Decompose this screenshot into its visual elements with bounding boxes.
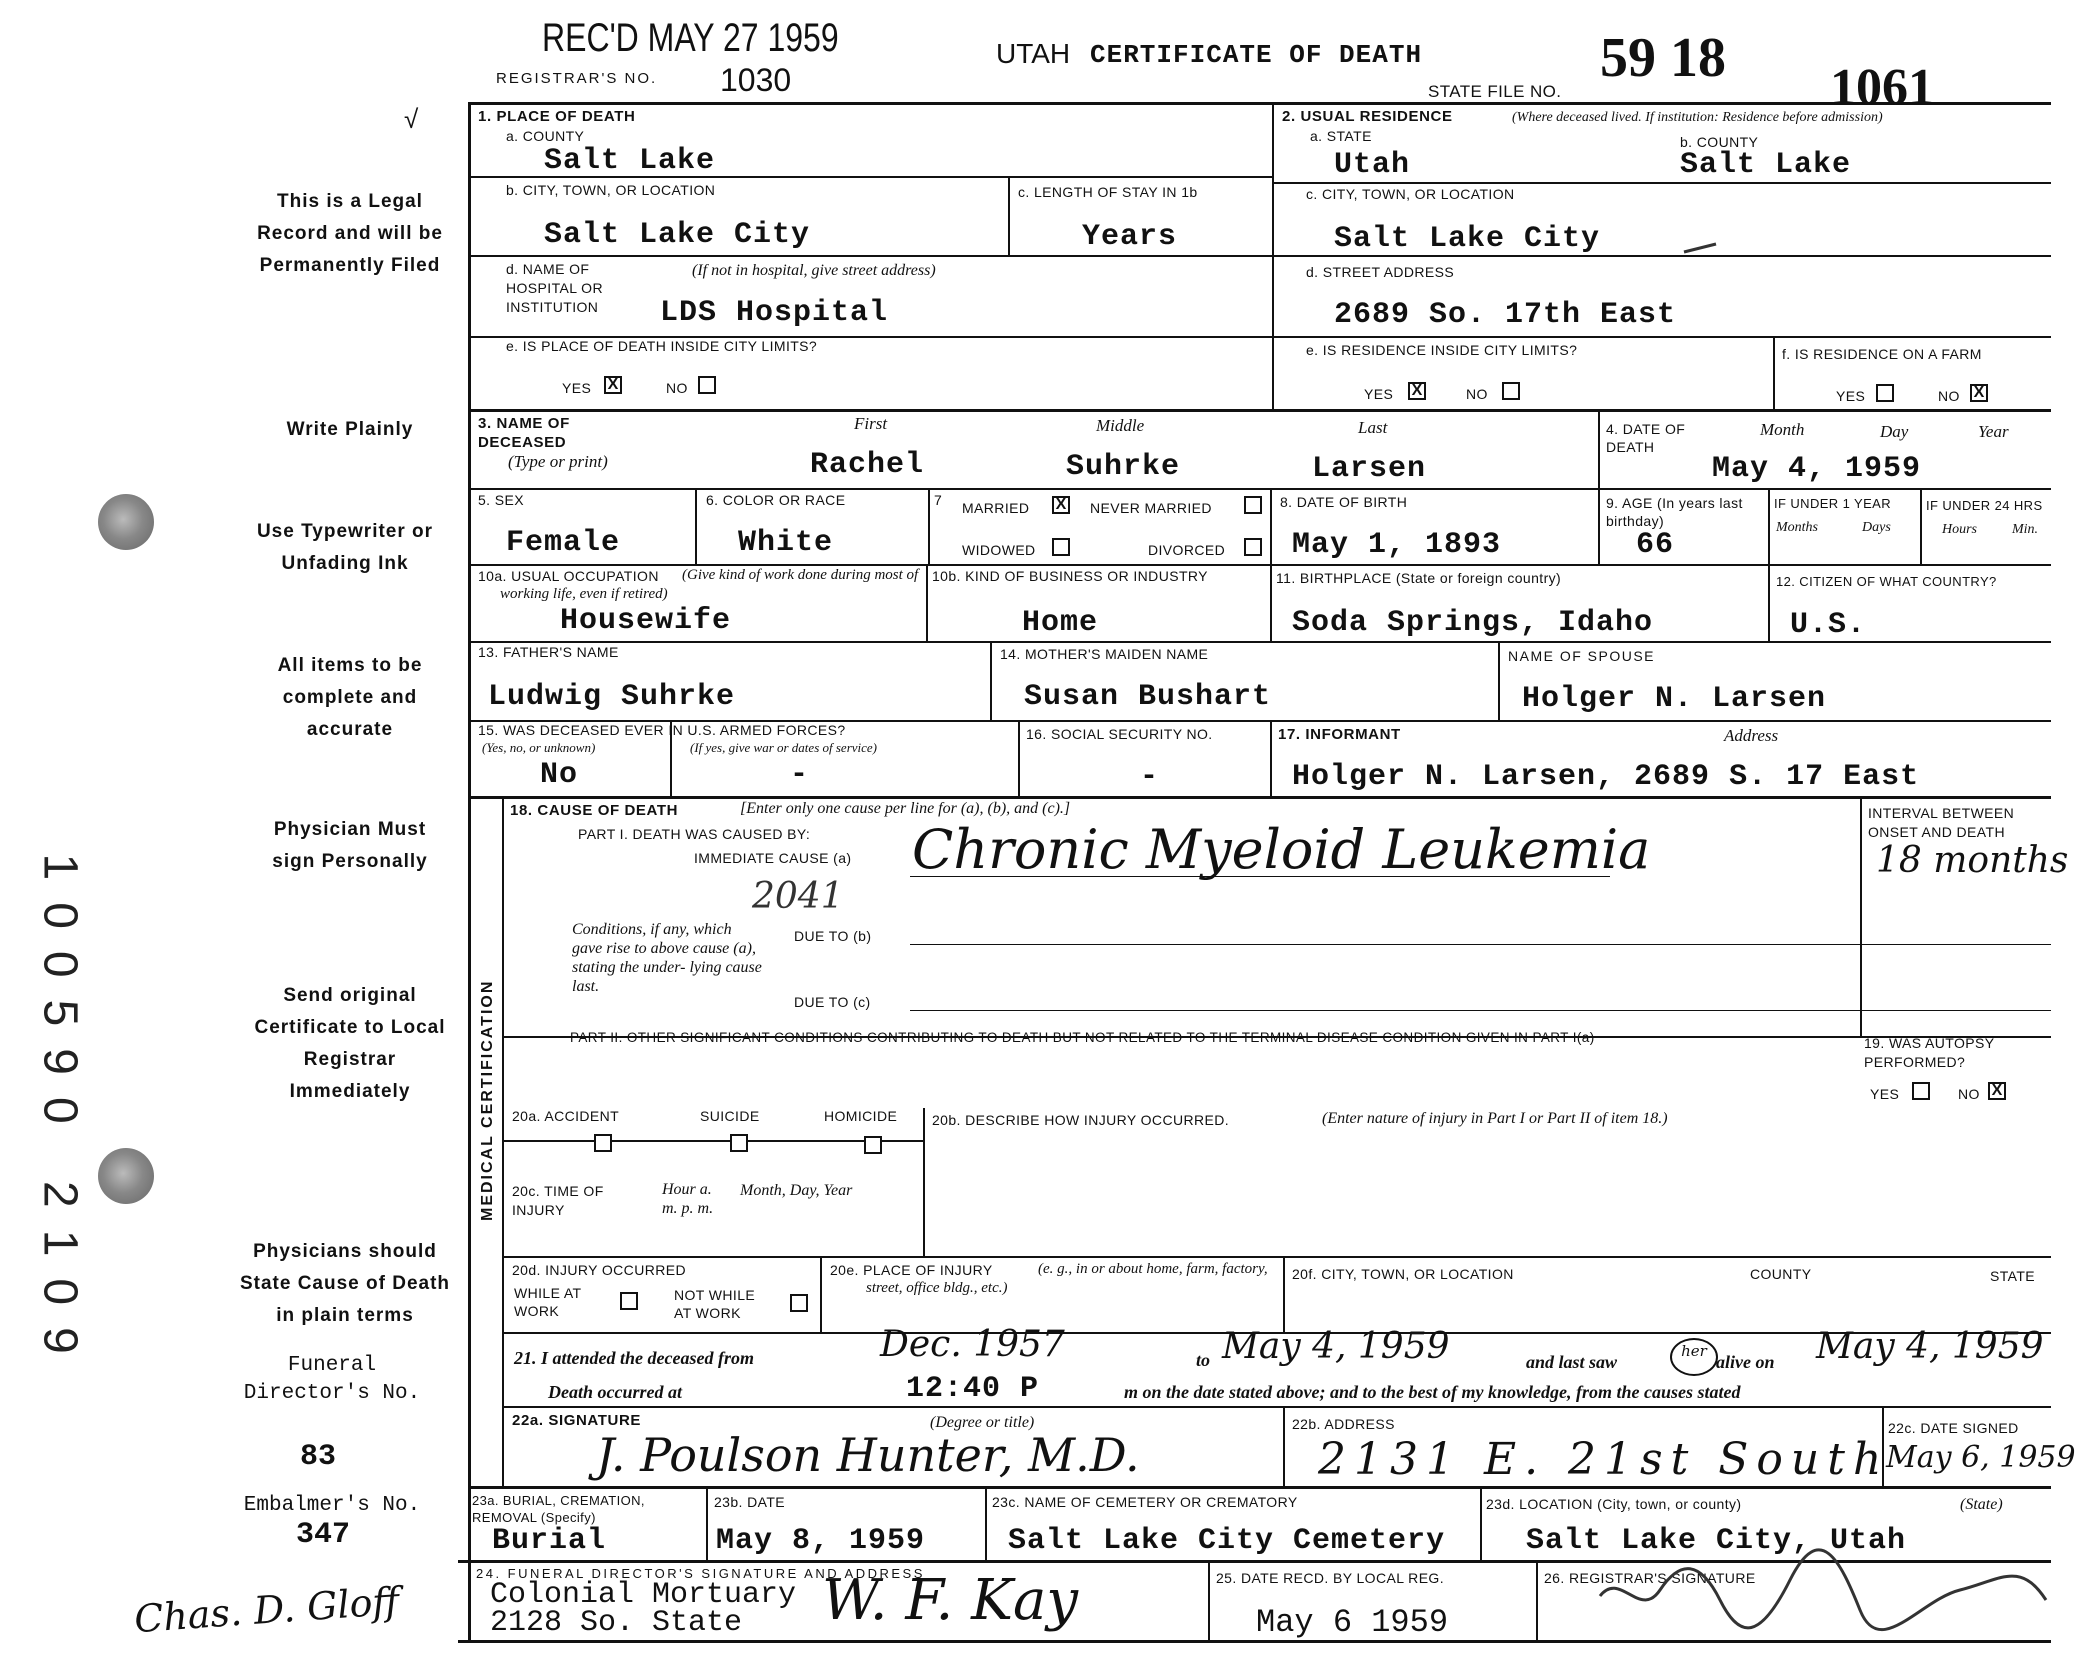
citizen-label: 12. CITIZEN OF WHAT COUNTRY?: [1776, 574, 1997, 589]
registrar-label: REGISTRAR'S NO.: [496, 70, 658, 87]
first-name: Rachel: [810, 448, 925, 482]
registrar-no: 1030: [720, 62, 792, 98]
under-1-year-label: IF UNDER 1 YEAR: [1774, 496, 1892, 511]
embalmer-label: Embalmer's No.: [243, 1494, 421, 1517]
funeral-home-address: 2128 So. State: [490, 1606, 743, 1640]
name-label: 3. NAME OF DECEASED: [478, 415, 570, 451]
disease-code: 2041: [752, 876, 844, 917]
farm-label: f. IS RESIDENCE ON A FARM: [1782, 346, 1982, 362]
residence-state: Utah: [1334, 148, 1411, 182]
first-label: First: [854, 414, 888, 433]
autopsy-no-checkbox[interactable]: X: [1988, 1082, 2006, 1100]
funeral-director-label: Funeral Director's No.: [243, 1354, 421, 1405]
residence-city-label: c. CITY, TOWN, OR LOCATION: [1306, 186, 1515, 202]
embalmer-signature: Chas. D. Gloff: [132, 1578, 401, 1642]
physician-address: 2131 E. 21st South: [1318, 1434, 1890, 1485]
residence-county-label: b. COUNTY: [1680, 134, 1759, 150]
received-stamp: REC'D MAY 27 1959: [542, 16, 839, 60]
stay-value: Years: [1082, 220, 1178, 254]
hospital-label: d. NAME OF HOSPITAL OR INSTITUTION: [506, 261, 603, 315]
armed-hint-2: (If yes, give war or dates of service): [690, 740, 878, 755]
side-note-cause: Physicians should State Cause of Death in plain terms: [239, 1241, 451, 1326]
citizen-value: U.S.: [1790, 608, 1867, 642]
last-label: Last: [1358, 418, 1388, 437]
hospital-name: LDS Hospital: [660, 296, 889, 330]
registrar-signature-label: 26. REGISTRAR'S SIGNATURE: [1544, 1570, 1756, 1586]
hours-label: Hours: [1942, 522, 1978, 537]
autopsy-no-label: NO: [1958, 1086, 1980, 1102]
autopsy-yes-label: YES: [1870, 1086, 1900, 1102]
residence-no-checkbox[interactable]: [1502, 382, 1520, 400]
under-24-label: IF UNDER 24 HRS: [1926, 498, 2043, 513]
armed-hint-1: (Yes, no, or unknown): [482, 740, 596, 755]
residence-yes-checkbox[interactable]: X: [1408, 382, 1426, 400]
informant-value: Holger N. Larsen, 2689 S. 17 East: [1292, 760, 1920, 794]
hospital-hint: (If not in hospital, give street address): [692, 262, 936, 279]
date-recd: May 6 1959: [1256, 1604, 1449, 1641]
side-note-typewriter: Use Typewriter or Unfading Ink: [256, 521, 434, 574]
name-hint: (Type or print): [508, 452, 608, 471]
title-prefix: UTAH: [996, 38, 1071, 69]
inside-no-label: NO: [666, 380, 688, 396]
interval-label: INTERVAL BETWEEN ONSET AND DEATH: [1868, 805, 2015, 840]
not-while-at-work-checkbox[interactable]: [790, 1294, 808, 1312]
mother-name: Susan Bushart: [1024, 680, 1272, 714]
never-married-label: NEVER MARRIED: [1090, 500, 1212, 516]
birthplace-label: 11. BIRTHPLACE (State or foreign country): [1276, 570, 1562, 586]
death-county: Salt Lake: [544, 144, 716, 178]
spouse-name: Holger N. Larsen: [1522, 682, 1827, 716]
while-at-work-checkbox[interactable]: [620, 1292, 638, 1310]
punch-hole-bottom: [98, 1148, 154, 1204]
last-saw-label: and last saw: [1526, 1352, 1618, 1372]
funeral-director-signature: W. F. Kay: [822, 1568, 1078, 1633]
father-label: 13. FATHER'S NAME: [478, 644, 619, 660]
death-occurred-rest: m on the date stated above; and to the best of my knowledge, from the causes stated: [1124, 1382, 1741, 1402]
inside-yes-label: YES: [562, 380, 592, 396]
interval-value: 18 months: [1876, 840, 2069, 881]
injury-county-label: COUNTY: [1750, 1266, 1812, 1282]
due-to-b-label: DUE TO (b): [794, 928, 872, 944]
attended-text: 21. I attended the deceased from: [514, 1348, 754, 1368]
burial-date-label: 23b. DATE: [714, 1494, 786, 1510]
death-city: Salt Lake City: [544, 218, 811, 252]
check-mark: √: [404, 104, 419, 134]
death-city-label: b. CITY, TOWN, OR LOCATION: [506, 182, 716, 198]
place-of-injury-label: 20e. PLACE OF INJURY: [830, 1262, 993, 1278]
inside-yes-checkbox[interactable]: X: [604, 376, 622, 394]
alive-on-label: alive on: [1716, 1352, 1775, 1372]
farm-no-label: NO: [1938, 388, 1960, 404]
street-address: 2689 So. 17th East: [1334, 298, 1677, 332]
attended-to: May 4, 1959: [1222, 1326, 1450, 1367]
race-value: White: [738, 526, 834, 560]
divorced-label: DIVORCED: [1148, 542, 1226, 558]
physician-signature: J. Poulson Hunter, M.D.: [596, 1428, 1140, 1482]
conditions-text: Conditions, if any, which gave rise to above cause (a), stating the under- lying cause last.: [572, 921, 762, 995]
cause-of-death-label: 18. CAUSE OF DEATH: [510, 802, 679, 819]
residence-city: Salt Lake City: [1334, 222, 1601, 256]
death-occurred-label: Death occurred at: [548, 1382, 682, 1402]
days-label: Days: [1862, 520, 1891, 535]
occupation-label: 10a. USUAL OCCUPATION: [478, 568, 659, 584]
accident-label: 20a. ACCIDENT: [512, 1108, 620, 1124]
divorced-checkbox[interactable]: [1244, 538, 1262, 556]
place-of-injury-hint: (e. g., in or about home, farm, factory, street, office bldg., etc.): [866, 1261, 1268, 1296]
attended-from: Dec. 1957: [880, 1324, 1065, 1365]
occupation-hint: (Give kind of work done during most of working life, even if retired): [500, 567, 919, 602]
side-note-complete: All items to be complete and accurate: [277, 655, 423, 740]
autopsy-label: 19. WAS AUTOPSY PERFORMED?: [1864, 1035, 1995, 1070]
while-at-work-label: WHILE AT WORK: [514, 1285, 582, 1319]
funeral-director-sig-label: 24. FUNERAL DIRECTOR'S SIGNATURE AND ADDRESS: [476, 1566, 925, 1581]
side-note-legal: This is a Legal Record and will be Permanently Filed: [257, 191, 443, 276]
state-file-label: STATE FILE NO.: [1428, 82, 1562, 101]
side-note-physician: Physician Must sign Personally: [272, 819, 428, 872]
autopsy-yes-checkbox[interactable]: [1912, 1082, 1930, 1100]
homicide-checkbox[interactable]: [864, 1136, 882, 1154]
injury-state-label: STATE: [1990, 1268, 2036, 1284]
middle-name: Suhrke: [1066, 450, 1181, 484]
birth-date: May 1, 1893: [1292, 528, 1502, 562]
suicide-checkbox[interactable]: [730, 1134, 748, 1152]
funeral-director-no: 83: [300, 1440, 337, 1474]
farm-yes-checkbox[interactable]: [1876, 384, 1894, 402]
burial-type: Burial: [492, 1524, 607, 1558]
birth-label: 8. DATE OF BIRTH: [1280, 494, 1408, 510]
state-file-no: 59 18: [1600, 27, 1726, 89]
physician-address-label: 22b. ADDRESS: [1292, 1416, 1395, 1432]
date-signed-label: 22c. DATE SIGNED: [1888, 1420, 2019, 1436]
certificate-title: CERTIFICATE OF DEATH: [1090, 40, 1423, 70]
side-note-plain: Write Plainly: [286, 419, 414, 440]
place-of-death-label: 1. PLACE OF DEATH: [478, 108, 636, 125]
cemetery-name: Salt Lake City Cemetery: [1008, 1524, 1446, 1558]
describe-injury-label: 20b. DESCRIBE HOW INJURY OCCURRED.: [932, 1112, 1230, 1128]
year-label: Year: [1978, 422, 2009, 441]
burial-type-label: 23a. BURIAL, CREMATION, REMOVAL (Specify): [472, 1493, 645, 1525]
medical-certification-label: MEDICAL CERTIFICATION: [479, 979, 496, 1221]
date-of-death-label: 4. DATE OF DEATH: [1606, 421, 1686, 455]
date-of-death: May 4, 1959: [1712, 452, 1922, 486]
suicide-label: SUICIDE: [700, 1108, 760, 1124]
side-note-send: Send original Certificate to Local Registrar Immediately: [254, 985, 446, 1102]
cemetery-label: 23c. NAME OF CEMETERY OR CREMATORY: [992, 1494, 1298, 1510]
alive-date: May 4, 1959: [1816, 1326, 2044, 1367]
burial-location: Salt Lake City, Utah: [1526, 1524, 1907, 1558]
accident-checkbox[interactable]: [594, 1134, 612, 1152]
month-day-year-label: Month, Day, Year: [740, 1182, 853, 1199]
stay-label: c. LENGTH OF STAY IN 1b: [1018, 184, 1198, 200]
funeral-home: Colonial Mortuary: [490, 1578, 797, 1612]
marital-label: 7: [934, 492, 943, 508]
mother-label: 14. MOTHER'S MAIDEN NAME: [1000, 646, 1209, 662]
date-recd-label: 25. DATE RECD. BY LOCAL REG.: [1216, 1570, 1445, 1586]
age-value: 66: [1636, 528, 1675, 562]
armed-label: 15. WAS DECEASED EVER IN U.S. ARMED FORCES?: [478, 722, 846, 738]
birthplace-value: Soda Springs, Idaho: [1292, 606, 1654, 640]
informant-address-label: Address: [1724, 726, 1779, 745]
signature-label: 22a. SIGNATURE: [512, 1412, 641, 1429]
inside-no-checkbox[interactable]: [698, 376, 716, 394]
armed-value: No: [540, 758, 579, 792]
county-label: a. COUNTY: [506, 128, 585, 144]
immediate-cause-label: IMMEDIATE CAUSE (a): [694, 850, 852, 866]
day-label: Day: [1880, 422, 1909, 441]
file-seq-no: 1061: [1830, 59, 1934, 116]
ssn-value: -: [1140, 760, 1160, 794]
time-of-injury-label: 20c. TIME OF INJURY: [512, 1183, 604, 1218]
burial-date: May 8, 1959: [716, 1524, 926, 1558]
occupation-value: Housewife: [560, 604, 732, 638]
month-label: Month: [1760, 420, 1805, 439]
death-time: 12:40 P: [906, 1372, 1040, 1406]
informant-label: 17. INFORMANT: [1278, 726, 1401, 743]
location-state-label: (State): [1960, 1496, 2003, 1513]
months-label: Months: [1776, 520, 1818, 535]
residence-hint: (Where deceased lived. If institution: Residence before admission): [1512, 110, 1883, 125]
describe-injury-hint: (Enter nature of injury in Part I or Part II of item 18.): [1322, 1110, 1668, 1127]
min-label: Min.: [2012, 522, 2039, 537]
residence-county: Salt Lake: [1680, 148, 1852, 182]
farm-no-checkbox[interactable]: X: [1970, 384, 1988, 402]
immediate-cause: Chronic Myeloid Leukemia: [912, 818, 1651, 881]
residence-yes-label: YES: [1364, 386, 1394, 402]
residence-state-label: a. STATE: [1310, 128, 1372, 144]
part-2-label: PART II. OTHER SIGNIFICANT CONDITIONS CONTRIBUTING TO DEATH BUT NOT RELATED TO THE TERMINAL DISEASE CONDITION GIVEN IN PART I(a): [570, 1030, 1595, 1045]
middle-label: Middle: [1096, 416, 1145, 435]
residence-inside-label: e. IS RESIDENCE INSIDE CITY LIMITS?: [1306, 342, 1578, 358]
embalmer-no: 347: [296, 1518, 351, 1552]
sex-label: 5. SEX: [478, 492, 524, 508]
residence-no-label: NO: [1466, 386, 1488, 402]
race-label: 6. COLOR OR RACE: [706, 492, 846, 508]
married-checkbox[interactable]: X: [1052, 496, 1070, 514]
date-signed: May 6, 1959: [1886, 1440, 2076, 1475]
business-value: Home: [1022, 606, 1099, 640]
age-label: 9. AGE (In years last birthday): [1606, 495, 1743, 529]
degree-label: (Degree or title): [930, 1414, 1035, 1431]
not-while-at-work-label: NOT WHILE AT WORK: [674, 1287, 756, 1321]
spouse-label: NAME OF SPOUSE: [1508, 648, 1656, 664]
father-name: Ludwig Suhrke: [488, 680, 736, 714]
vertical-number: 100590 2109: [33, 853, 87, 1376]
attended-to-label: to: [1196, 1350, 1211, 1370]
last-name: Larsen: [1312, 452, 1427, 486]
widowed-label: WIDOWED: [962, 542, 1036, 558]
punch-hole-top: [98, 494, 154, 550]
due-to-c-label: DUE TO (c): [794, 994, 871, 1010]
injury-occurred-label: 20d. INJURY OCCURRED: [512, 1262, 686, 1278]
never-married-checkbox[interactable]: [1244, 496, 1262, 514]
cause-hint: [Enter only one cause per line for (a), (b), and (c).]: [740, 800, 1071, 817]
sex-value: Female: [506, 526, 621, 560]
ssn-label: 16. SOCIAL SECURITY NO.: [1026, 726, 1213, 742]
street-label: d. STREET ADDRESS: [1306, 264, 1455, 280]
business-label: 10b. KIND OF BUSINESS OR INDUSTRY: [932, 568, 1208, 584]
inside-city-label: e. IS PLACE OF DEATH INSIDE CITY LIMITS?: [506, 338, 818, 354]
married-label: MARRIED: [962, 500, 1030, 516]
widowed-checkbox[interactable]: [1052, 538, 1070, 556]
part-1-label: PART I. DEATH WAS CAUSED BY:: [578, 826, 811, 842]
hour-label: Hour a. m. p. m.: [662, 1181, 714, 1217]
armed-service: -: [790, 758, 810, 792]
residence-label: 2. USUAL RESIDENCE: [1282, 108, 1453, 125]
location-label: 23d. LOCATION (City, town, or county): [1486, 1496, 1742, 1512]
her-circle: her: [1670, 1338, 1718, 1376]
injury-city-label: 20f. CITY, TOWN, OR LOCATION: [1292, 1266, 1514, 1282]
homicide-label: HOMICIDE: [824, 1108, 898, 1124]
farm-yes-label: YES: [1836, 388, 1866, 404]
